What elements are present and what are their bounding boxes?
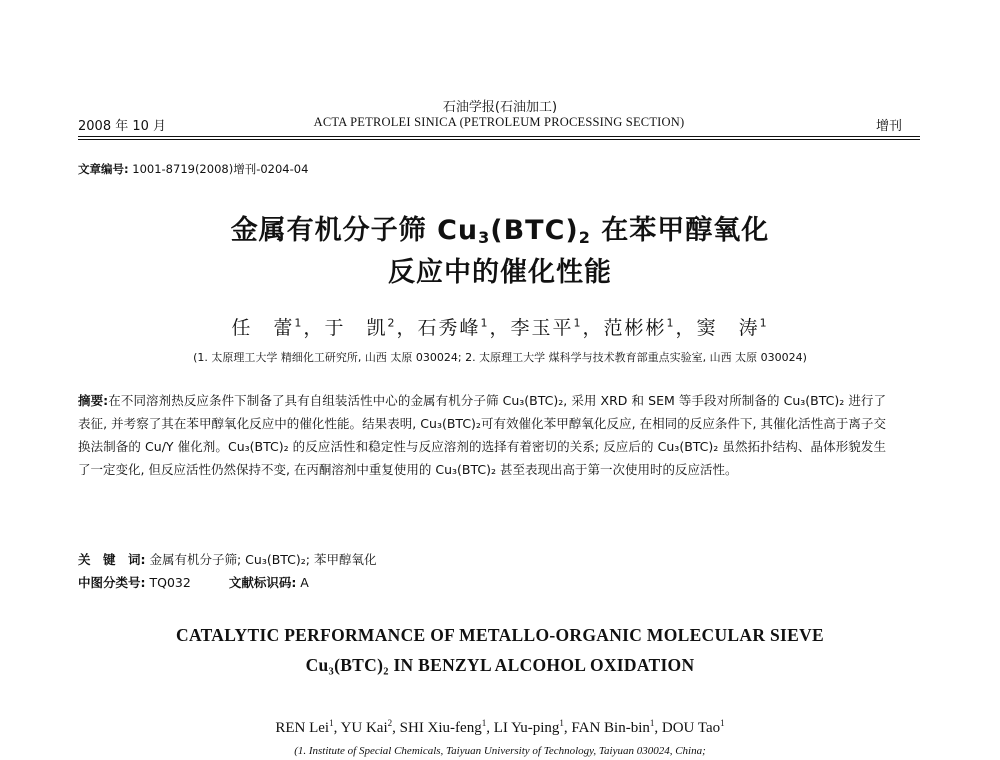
issue-date: 2008 年 10 月	[78, 119, 167, 134]
abstract-text: 在不同溶剂热反应条件下制备了具有自组装活性中心的金属有机分子筛 Cu₃(BTC)₂, 采用 XRD 和 SEM 等手段对所制备的 Cu₃(BTC)₂ 进行了表征, 并考察了其在苯甲醇氧化反应中的催化性能。结果表明, Cu₃(BTC)₂可有效催化苯甲醇氧化反应, 在相同的反应条件下, 其催化活性高于离子交换法制备的 Cu/Y 催化剂。Cu₃(BTC)₂ 的反应活性和稳定性与反应溶剂的选择有着密切的关系; 反应后的 Cu₃(BTC)₂ 虽然拓扑结构、晶体形貌发生了一定变化, 但反应活性仍然保持不变, 在丙酮溶剂中重复使用的 Cu₃(BTC)₂ 甚至表现出高于第一次使用时的反应活性。	[78, 393, 886, 477]
title-cn-line2: 反应中的催化性能	[388, 257, 612, 288]
title-cn-line1: 金属有机分子筛 $Cu_3(BTC)_2$ 在苯甲醇氧化	[230, 215, 770, 247]
author-cn: 任 蕾	[231, 317, 295, 339]
issue-type: 增刊	[875, 119, 902, 134]
author-en: LI Yu-ping	[493, 720, 560, 736]
author-en: REN Lei	[275, 720, 330, 736]
authors-en: REN Lei$^1$, YU Kai$^2$, SHI Xiu-feng$^1$, LI Yu-ping$^1$, FAN Bin-bin$^1$, DOU Tao$^1$	[275, 718, 725, 736]
author-en: YU Kai	[340, 720, 388, 736]
title-en-line2: Cu₃(BTC)₂ IN BENZYL ALCOHOL OXIDATION	[305, 655, 695, 675]
header-rule-top	[78, 136, 920, 137]
affiliation-cn: (1. 太原理工大学 精细化工研究所, 山西 太原 030024; 2. 太原理工大学 煤科学与技术教育部重点实验室, 山西 太原 030024)	[193, 351, 807, 364]
keywords-label: 关 键 词:	[78, 552, 146, 567]
classification	[78, 573, 886, 591]
article-number-value: 1001-8719(2008)增刊-0204-04	[132, 162, 309, 176]
keywords	[78, 550, 886, 568]
authors-cn: 任 蕾$^1$，于 凯$^2$，石秀峰$^1$，李玉平$^1$，范彬彬$^1$，窦 涛$^1$	[231, 316, 769, 339]
doc-code-value: A	[300, 575, 309, 590]
journal-name-en: ACTA PETROLEI SINICA (PETROLEUM PROCESSING SECTION)	[313, 115, 685, 129]
doc-code-label: 文献标识码:	[228, 575, 297, 590]
title-en-line1: CATALYTIC PERFORMANCE OF METALLO-ORGANIC MOLECULAR SIEVE	[176, 625, 824, 645]
affiliation-en: (1. Institute of Special Chemicals, Taiyuan University of Technology, Taiyuan 030024, China;	[294, 745, 706, 757]
author-cn: 石秀峰	[417, 317, 481, 339]
header-rule-bottom	[78, 139, 920, 140]
article-number-label: 文章编号:	[78, 162, 129, 176]
author-cn: 李玉平	[510, 317, 574, 339]
author-en: SHI Xiu-feng	[399, 720, 482, 736]
keywords-text: 金属有机分子筛; Cu₃(BTC)₂; 苯甲醇氧化	[149, 552, 377, 567]
abstract-label: 摘要:	[78, 393, 109, 408]
author-cn: 窦 涛	[696, 317, 760, 339]
running-header	[78, 115, 920, 133]
journal-name-cn: 石油学报(石油加工)	[442, 100, 558, 115]
classification-label: 中图分类号:	[78, 575, 146, 590]
author-cn: 于 凯	[324, 317, 388, 339]
author-en: FAN Bin-bin	[571, 720, 650, 736]
author-en: DOU Tao	[661, 720, 721, 736]
author-cn: 范彬彬	[603, 317, 667, 339]
classification-value: TQ032	[149, 575, 191, 590]
abstract-cn	[78, 389, 886, 481]
article-number	[78, 161, 308, 177]
